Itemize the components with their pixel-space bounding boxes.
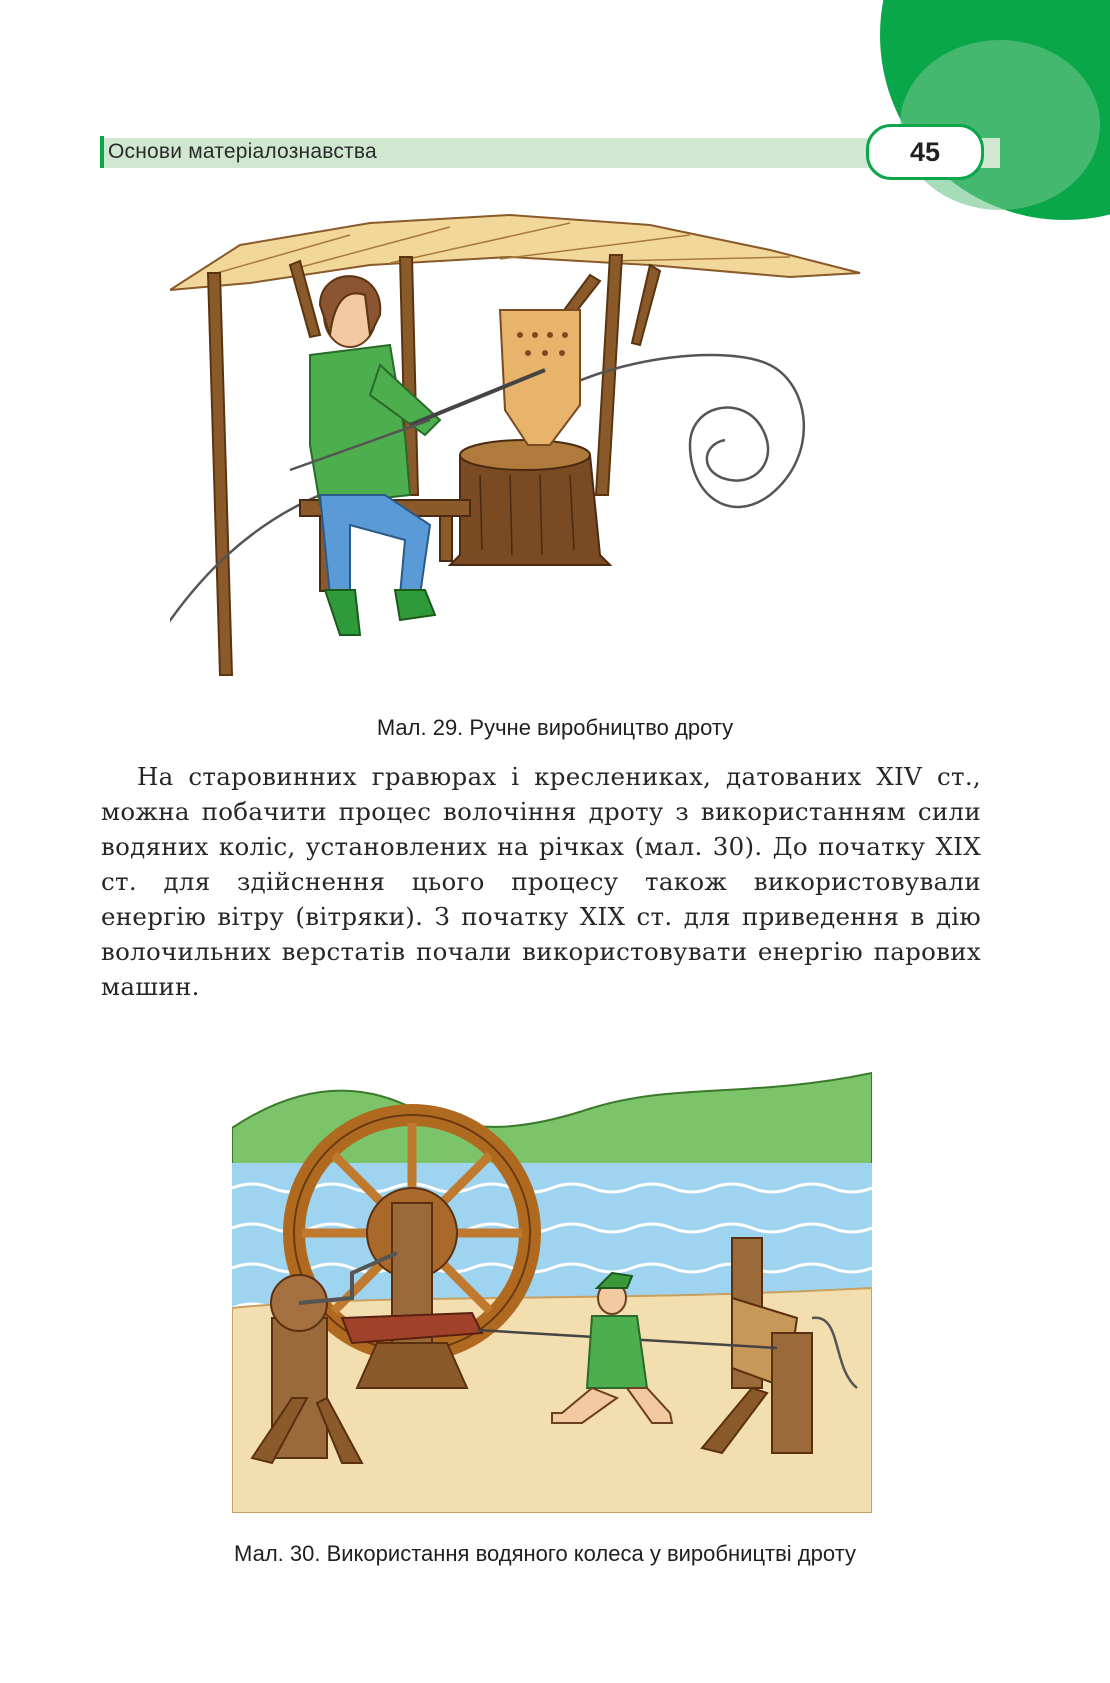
body-paragraph: На старовинних гравюрах і креслениках, датованих XIV ст., можна побачити процес волочіння дроту з використанням сили водяних коліс, установлених на річках (мал. 30). До початку XIX ст. для здійснення цього процесу також використовували енергію вітру (вітряки). З початку XIX ст. для приведення в дію волочильних верстатів почали використовувати енергію парових машин. bbox=[101, 762, 981, 1001]
water-wheel-wire-drawing-illustration bbox=[232, 1068, 872, 1513]
figure-29-caption: Мал. 29. Ручне виробництво дроту bbox=[376, 715, 734, 740]
section-title: Основи матеріалознавства bbox=[108, 140, 377, 163]
figure-30-caption: Мал. 30. Використання водяного колеса у виробництві дроту bbox=[234, 1541, 856, 1566]
wire-drawing-by-hand-illustration bbox=[170, 195, 930, 695]
page-number: 45 bbox=[866, 124, 984, 180]
header-accent-rule bbox=[100, 136, 104, 168]
